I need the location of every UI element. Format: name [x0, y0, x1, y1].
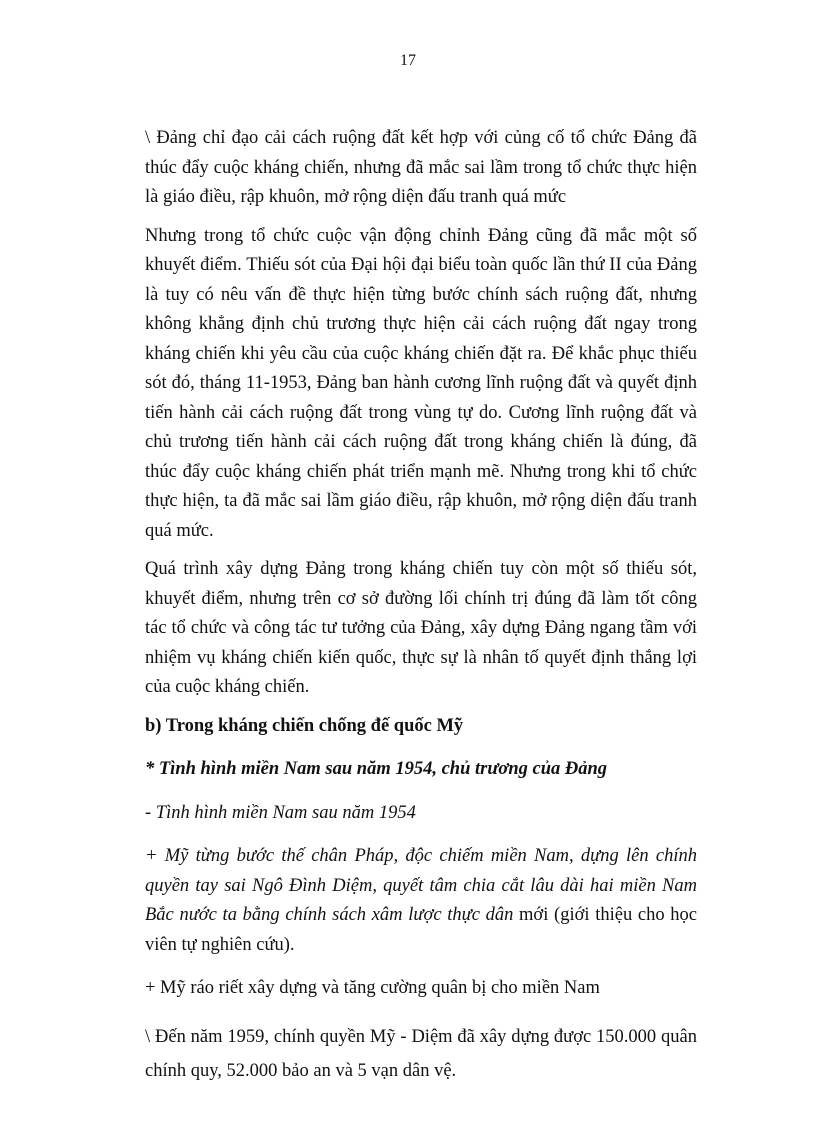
bullet-us-replaces-france-normal: mới (giới thiệu cho học viên tự nghiên cứu). [145, 905, 697, 955]
document-body [145, 124, 697, 1088]
bullet-us-military-buildup: + Mỹ ráo riết xây dựng và tăng cường quân bị cho miền Nam [145, 978, 600, 998]
paragraph-rectification-shortcomings: Nhưng trong tổ chức cuộc vận động chỉnh Đảng cũng đã mắc một số khuyết điểm. Thiếu sót của Đại hội đại biểu toàn quốc lần thứ II của Đảng là tuy có nêu vấn đề thực hiện từng bước chính sách ruộng đất, nhưng không khẳng định chủ trương thực hiện cải cách ruộng đất ngay trong kháng chiến khi yêu cầu của cuộc kháng chiến đặt ra. Để khắc phục thiếu sót đó, tháng 11-1953, Đảng ban hành cương lĩnh ruộng đất và quyết định tiến hành cải cách ruộng đất trong vùng tự do. Cương lĩnh ruộng đất và chủ trương tiến hành cải cách ruộng đất trong kháng chiến là đúng, đã thúc đẩy cuộc kháng chiến phát triển mạnh mẽ. Nhưng trong khi tổ chức thực hiện, ta đã mắc sai lầm giáo điều, rập khuôn, mở rộng diện đấu tranh quá mức. [145, 225, 697, 541]
paragraph-land-reform-direction: \ Đảng chỉ đạo cải cách ruộng đất kết hợp với củng cố tổ chức Đảng đã thúc đẩy cuộc kháng chiến, nhưng đã mắc sai lầm trong tổ chức thực hiện là giáo điều, rập khuôn, mở rộng diện đấu tranh quá mức [145, 128, 697, 207]
paragraph-party-building: Quá trình xây dựng Đảng trong kháng chiến tuy còn một số thiếu sót, khuyết điểm, nhưng trên cơ sở đường lối chính trị đúng đã làm tốt công tác tổ chức và công tác tư tưởng của Đảng, xây dựng Đảng ngang tầm với nhiệm vụ kháng chiến kiến quốc, thực sự là nhân tố quyết định thắng lợi của cuộc kháng chiến. [145, 559, 697, 697]
paragraph-troop-numbers: \ Đến năm 1959, chính quyền Mỹ - Diệm đã xây dựng được 150.000 quân chính quy, 52.000 bảo an và 5 vạn dân vệ. [145, 1026, 697, 1081]
bullet-us-replaces-france [145, 842, 697, 960]
subsection-heading: * Tình hình miền Nam sau năm 1954, chủ trương của Đảng [145, 759, 608, 779]
sub-item-situation: - Tình hình miền Nam sau năm 1954 [145, 802, 416, 823]
section-heading-b: b) Trong kháng chiến chống đế quốc Mỹ [145, 715, 464, 736]
page-number: 17 [400, 52, 416, 69]
bullet-us-replaces-france-italic: + Mỹ từng bước thế chân Pháp, độc chiếm miền Nam, dựng lên chính quyền tay sai Ngô Đình Diệm, quyết tâm chia cắt lâu dài hai miền Nam Bắc nước ta bằng chính sách xâm lược thực dân [145, 846, 697, 925]
